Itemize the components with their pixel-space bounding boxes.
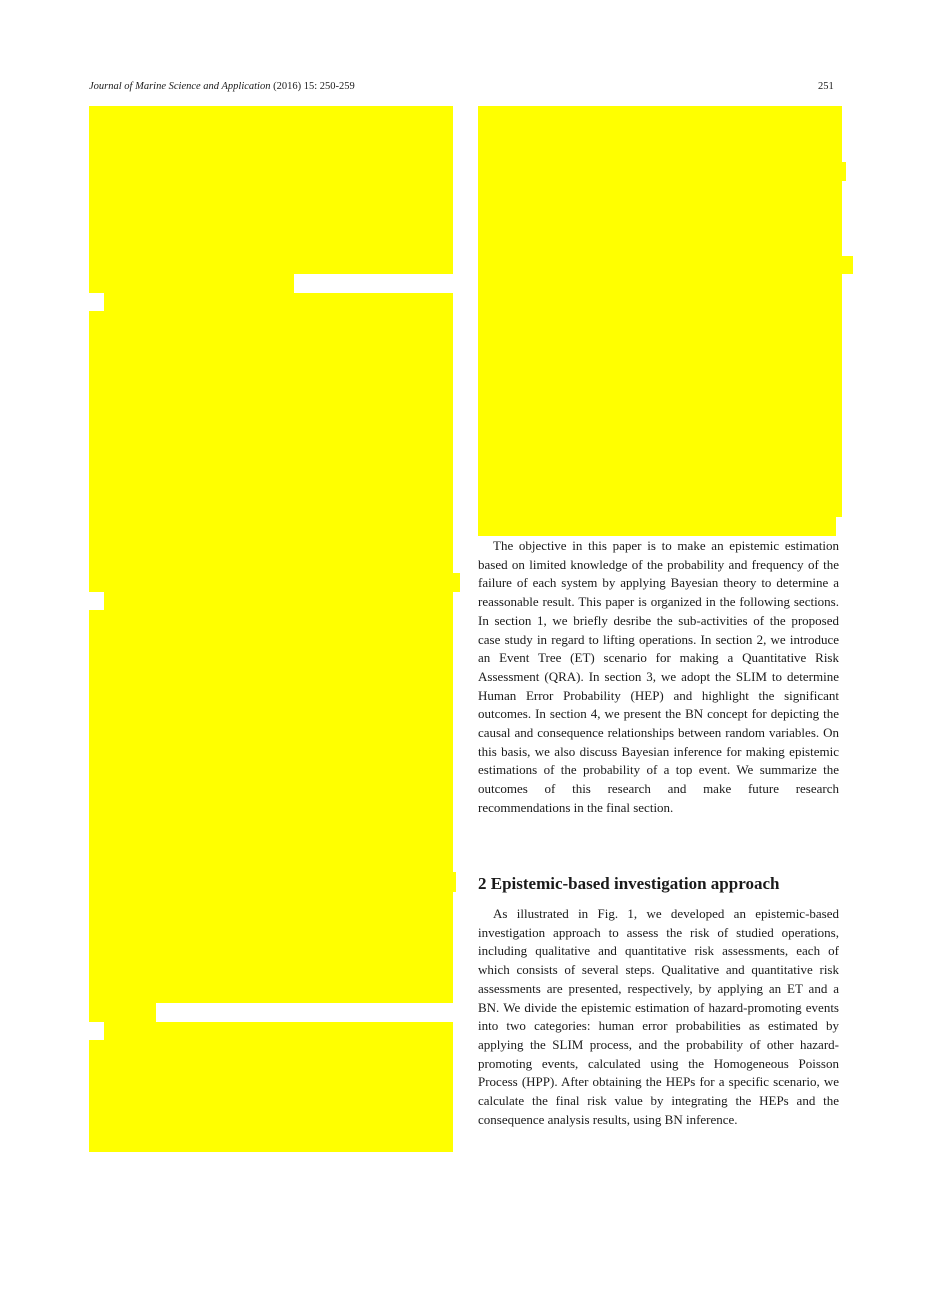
journal-citation: (2016) 15: 250-259 bbox=[270, 81, 355, 92]
redaction-block bbox=[89, 573, 460, 592]
redaction-block bbox=[478, 274, 493, 293]
redaction-block bbox=[493, 274, 842, 293]
intro-paragraph: The objective in this paper is to make an epistemic estimation based on limited knowledge of the probability and frequency of the failure of each system by applying Bayesian theory to determine a reassonable result. This paper is organized in the following sections. In section 1, we briefly desribe the sub-activities of the proposed case study in regard to lifting operations. In section 2, we introduce an Event Tree (ET) scenario for making a Quantitative Risk Assessment (QRA). In section 3, we adopt the SLIM to determine Human Error Probability (HEP) and highlight the significant outcomes. In section 4, we present the BN concept for depicting the causal and consequence relationships between random variables. On this basis, we also discuss Bayesian inference for making epistemic estimations of the probability of a top event. We summarize the outcomes of this research and make future research recommendations in the final section. bbox=[478, 538, 839, 815]
section-paragraph: As illustrated in Fig. 1, we developed an epistemic-based investigation approach to assess the risk of studied operations, including qualitative and quantitative risk assessments, each of which consists of several steps. Qualitative and quantitative risk assessments are presented, respectively, by applying an ET and a BN. We divide the epistemic estimation of hazard-promoting events into two categories: human error probabilities as estimated by applying the SLIM process, and the probability of other hazard-promoting events, calculated using the Homogeneous Poisson Process (HPP). After obtaining the HEPs for a specific scenario, we calculate the final risk value by integrating the HEPs and the consequence analysis results, using BN inference. bbox=[478, 906, 839, 1127]
redaction-block bbox=[89, 311, 453, 573]
redaction-block bbox=[89, 106, 453, 274]
redaction-block bbox=[478, 256, 853, 274]
redaction-block bbox=[89, 1040, 453, 1152]
redaction-block bbox=[104, 592, 453, 610]
section-heading: 2 Epistemic-based investigation approach bbox=[478, 874, 780, 893]
redaction-block bbox=[89, 274, 294, 293]
redaction-block bbox=[104, 1022, 453, 1040]
redaction-block bbox=[89, 892, 453, 1003]
redaction-block bbox=[89, 610, 453, 872]
page-number: 251 bbox=[818, 81, 834, 92]
redaction-block bbox=[478, 181, 842, 256]
redaction-block bbox=[478, 162, 846, 181]
redaction-block bbox=[104, 293, 453, 311]
running-header-journal bbox=[89, 80, 355, 94]
redaction-block bbox=[478, 293, 842, 517]
redaction-block bbox=[89, 872, 456, 892]
journal-name: Journal of Marine Science and Application bbox=[89, 81, 271, 92]
redaction-block bbox=[478, 517, 836, 536]
redaction-block bbox=[478, 106, 842, 162]
redaction-block bbox=[89, 1003, 156, 1022]
